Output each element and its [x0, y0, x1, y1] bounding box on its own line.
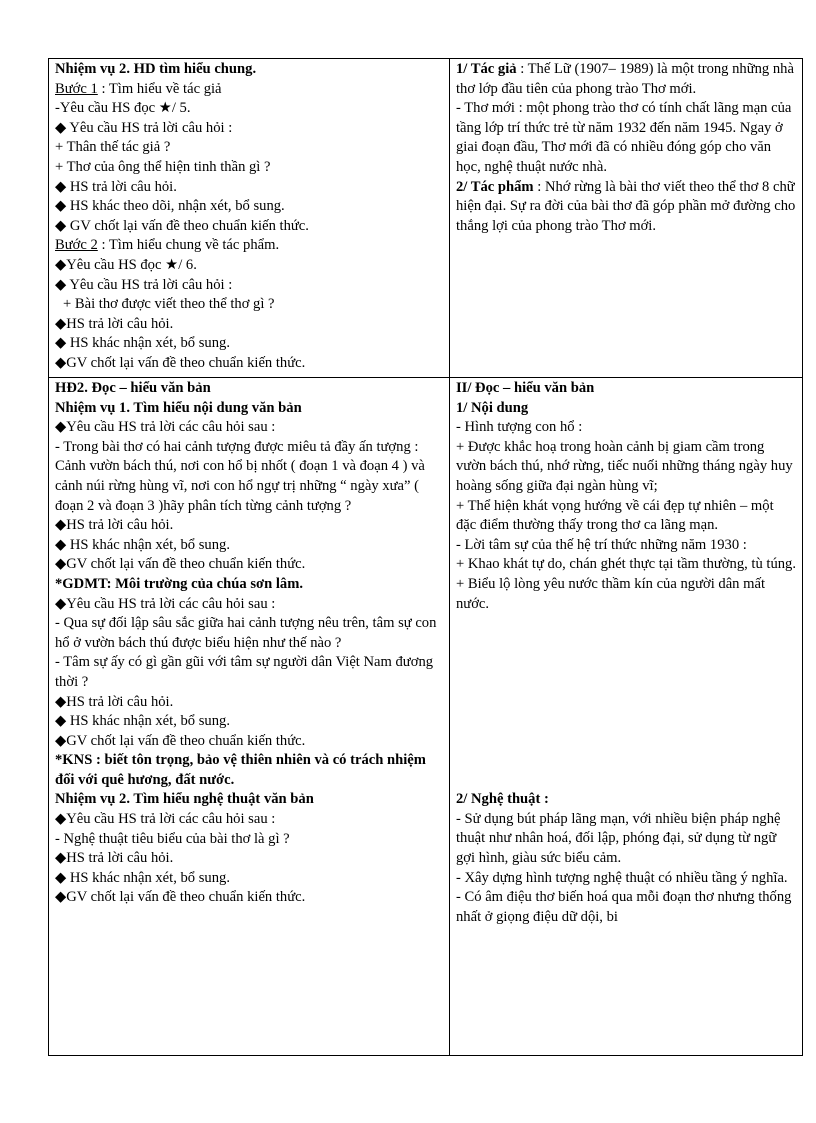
step-1-label: Bước 1	[55, 80, 98, 97]
list-item: - Sử dụng bút pháp lãng mạn, với nhiều biện pháp nghệ thuật như nhân hoá, đối lập, phóng đại, sử dụng từ ngữ gợi hình, giàu sức biểu cảm.	[456, 810, 781, 866]
spacer	[456, 614, 796, 790]
activity-cell	[49, 378, 450, 1056]
list-item: - Qua sự đối lập sâu sắc giữa hai cảnh tượng nêu trên, tâm sự con hổ ở vườn bách thú được biểu hiện như thế nào ?	[55, 615, 437, 651]
art-heading: 2/ Nghệ thuật :	[456, 791, 549, 808]
list-item: ◆ HS khác nhận xét, bổ sung.	[55, 335, 230, 352]
list-item: + Thơ của ông thể hiện tinh thần gì ?	[55, 158, 271, 175]
section-heading: II/ Đọc – hiểu văn bản	[456, 380, 595, 396]
list-item: - Hình tượng con hổ :	[456, 419, 583, 436]
table-row	[49, 59, 803, 378]
list-item: ◆ HS khác nhận xét, bổ sung.	[55, 869, 230, 886]
list-item: - Lời tâm sự của thế hệ trí thức những năm 1930 :	[456, 536, 747, 553]
list-item: ◆HS trả lời câu hỏi.	[55, 315, 174, 332]
step-1-text: : Tìm hiểu về tác giả	[97, 80, 222, 97]
list-item: + Được khắc hoạ trong hoàn cảnh bị giam cầm trong vườn bách thú, nhớ rừng, tiếc nuối những tháng ngày huy hoàng sống giữa đại ngàn hùng vĩ;	[456, 438, 793, 494]
list-item: ◆HS trả lời câu hỏi.	[55, 517, 174, 534]
list-item: ◆Yêu cầu HS trả lời các câu hỏi sau :	[55, 595, 276, 612]
author-paragraph	[456, 60, 796, 99]
list-item: ◆ HS khác nhận xét, bổ sung.	[55, 713, 230, 730]
list-item: ◆GV chốt lại vấn đề theo chuẩn kiến thức.	[55, 556, 306, 573]
task-heading: Nhiệm vụ 2. HD tìm hiểu chung.	[55, 61, 257, 77]
step-2-text: : Tìm hiểu chung về tác phẩm.	[97, 237, 280, 254]
list-item: ◆HS trả lời câu hỏi.	[55, 850, 174, 867]
activity-cell	[49, 59, 450, 378]
list-item: ◆HS trả lời câu hỏi.	[55, 693, 174, 710]
activity-heading: HĐ2. Đọc – hiểu văn bản	[55, 380, 211, 396]
step-2	[55, 236, 443, 256]
task-heading: Nhiệm vụ 2. Tìm hiểu nghệ thuật văn bản	[55, 791, 314, 808]
list-item: ◆Yêu cầu HS đọc ★/ 6.	[55, 256, 197, 273]
work-text: : Nhớ rừng là bài thơ viết theo thể thơ 8 chữ hiện đại. Sự ra đời của bài thơ đã góp phần mở đường cho thắng lợi của phong trào Thơ mới.	[456, 178, 796, 234]
author-label: 1/ Tác giả	[456, 61, 517, 77]
content-cell	[450, 59, 803, 378]
content-heading: 1/ Nội dung	[456, 399, 529, 416]
list-item: - Tâm sự ấy có gì gần gũi với tâm sự người dân Việt Nam đương thời ?	[55, 654, 434, 690]
list-item: + Thể hiện khát vọng hướng về cái đẹp tự nhiên – một đặc điểm thường thấy trong thơ ca lãng mạn.	[456, 497, 774, 534]
step-2-label: Bước 2	[55, 237, 98, 254]
author-text: : Thế Lữ (1907– 1989) là một trong những nhà thơ lớp đầu tiên của phong trào Thơ mới.	[456, 61, 794, 97]
list-item: + Biểu lộ lòng yêu nước thầm kín của người dân mất nước.	[456, 575, 766, 612]
task-heading: Nhiệm vụ 1. Tìm hiểu nội dung văn bản	[55, 399, 302, 416]
list-item: - Trong bài thơ có hai cảnh tượng được miêu tả đầy ấn tượng : Cảnh vườn bách thú, nơi con hổ bị nhốt ( đoạn 1 và đoạn 4 ) và cảnh núi rừng hùng vĩ, nơi con hổ ngự trị những “ ngày xưa” ( đoạn 2 và đoạn 3 )hãy phân tích từng cảnh tượng ?	[55, 438, 425, 514]
list-item: + Thân thế tác giả ?	[55, 139, 171, 156]
list-item: - Có âm điệu thơ biến hoá qua mỗi đoạn thơ nhưng thống nhất ở giọng điệu dữ dội, bi	[456, 889, 792, 925]
list-item: - Nghệ thuật tiêu biểu của bài thơ là gì ?	[55, 830, 290, 847]
list-item: ◆ GV chốt lại vấn đề theo chuẩn kiến thức.	[55, 217, 309, 234]
kns-note: *KNS : biết tôn trọng, bảo vệ thiên nhiên và có trách nhiệm đối với quê hương, đất nước.	[55, 752, 426, 788]
list-item: ◆GV chốt lại vấn đề theo chuẩn kiến thức.	[55, 354, 306, 371]
list-item: ◆GV chốt lại vấn đề theo chuẩn kiến thức.	[55, 732, 306, 749]
list-item: ◆ HS khác nhận xét, bổ sung.	[55, 536, 230, 553]
list-item: ◆GV chốt lại vấn đề theo chuẩn kiến thức.	[55, 889, 306, 906]
step-1	[55, 80, 443, 100]
list-item: ◆ HS khác theo dõi, nhận xét, bổ sung.	[55, 198, 285, 215]
list-item: ◆ Yêu cầu HS trả lời câu hỏi :	[55, 276, 233, 293]
list-item: ◆Yêu cầu HS trả lời các câu hỏi sau :	[55, 811, 276, 828]
list-item: ◆ HS trả lời câu hỏi.	[55, 178, 177, 195]
gdmt-note: *GDMT: Môi trường của chúa sơn lâm.	[55, 575, 304, 592]
list-item: + Bài thơ được viết theo thể thơ gì ?	[63, 296, 275, 313]
table-row	[49, 378, 803, 1056]
list-item: -Yêu cầu HS đọc ★/ 5.	[55, 100, 191, 117]
list-item: ◆Yêu cầu HS trả lời các câu hỏi sau :	[55, 419, 276, 436]
list-item: - Xây dựng hình tượng nghệ thuật có nhiều tầng ý nghĩa.	[456, 869, 788, 886]
tho-moi-paragraph: - Thơ mới : một phong trào thơ có tính chất lãng mạn của tầng lớp trí thức trẻ từ năm 1932 đến năm 1945. Ngay ở giai đoạn đầu, Thơ mới đã có nhiều đóng góp cho văn học, nghệ thuật nước nhà.	[456, 100, 792, 175]
content-cell	[450, 378, 803, 1056]
list-item: ◆ Yêu cầu HS trả lời câu hỏi :	[55, 119, 233, 136]
lesson-plan-table	[48, 58, 803, 1056]
work-label: 2/ Tác phẩm	[456, 178, 534, 195]
work-paragraph	[456, 178, 796, 237]
list-item: + Khao khát tự do, chán ghét thực tại tầm thường, tù túng.	[456, 556, 796, 573]
